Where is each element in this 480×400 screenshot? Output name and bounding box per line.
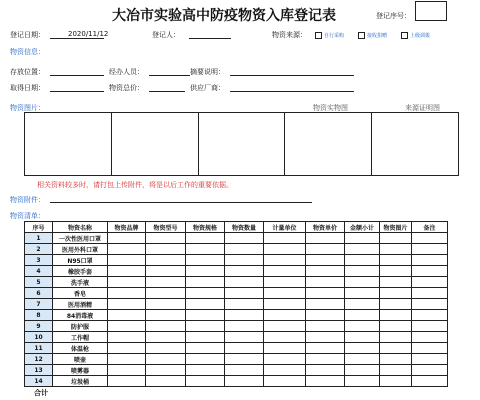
table-cell[interactable] bbox=[306, 343, 345, 354]
table-cell[interactable] bbox=[380, 266, 412, 277]
table-cell[interactable] bbox=[108, 354, 146, 365]
table-cell[interactable] bbox=[146, 277, 186, 288]
item-name: 医用酒精 bbox=[53, 299, 108, 310]
acquire-date-field[interactable] bbox=[50, 91, 104, 92]
table-cell[interactable] bbox=[345, 255, 380, 266]
table-row bbox=[25, 376, 448, 387]
table-cell[interactable] bbox=[108, 376, 146, 387]
table-cell[interactable] bbox=[380, 365, 412, 376]
column-header: 物资单价 bbox=[306, 222, 345, 233]
serial-number-box[interactable] bbox=[415, 1, 447, 21]
table-row bbox=[25, 343, 448, 354]
page-title: 大冶市实验高中防疫物资入库登记表 bbox=[112, 8, 336, 24]
table-cell[interactable] bbox=[146, 376, 186, 387]
table-row bbox=[25, 266, 448, 277]
table-cell[interactable] bbox=[412, 365, 448, 376]
column-header: 金额小计 bbox=[345, 222, 380, 233]
table-row bbox=[25, 354, 448, 365]
row-number: 14 bbox=[25, 376, 53, 387]
table-row bbox=[25, 365, 448, 376]
table-cell[interactable] bbox=[264, 343, 306, 354]
table-cell[interactable] bbox=[412, 277, 448, 288]
checkbox-icon bbox=[315, 32, 322, 39]
attachment-field[interactable] bbox=[50, 202, 312, 203]
table-cell[interactable] bbox=[306, 376, 345, 387]
table-cell[interactable] bbox=[264, 332, 306, 343]
table-cell[interactable] bbox=[225, 310, 264, 321]
row-number: 1 bbox=[25, 233, 53, 244]
row-number: 3 bbox=[25, 255, 53, 266]
table-cell[interactable] bbox=[380, 321, 412, 332]
table-cell[interactable] bbox=[108, 310, 146, 321]
table-cell[interactable] bbox=[146, 288, 186, 299]
table-cell[interactable] bbox=[146, 266, 186, 277]
row-number: 5 bbox=[25, 277, 53, 288]
table-cell[interactable] bbox=[108, 233, 146, 244]
source-option-allocation[interactable] bbox=[401, 32, 430, 39]
table-cell[interactable] bbox=[186, 332, 225, 343]
table-cell[interactable] bbox=[225, 376, 264, 387]
table-cell[interactable] bbox=[186, 266, 225, 277]
supplier-field[interactable] bbox=[230, 91, 354, 92]
registrant-field[interactable] bbox=[189, 38, 231, 39]
table-cell[interactable] bbox=[412, 354, 448, 365]
table-cell[interactable] bbox=[225, 288, 264, 299]
photo-slot[interactable] bbox=[25, 113, 112, 175]
item-name: 垃圾桶 bbox=[53, 376, 108, 387]
total-price-field[interactable] bbox=[149, 91, 185, 92]
table-cell[interactable] bbox=[306, 255, 345, 266]
summary-field[interactable] bbox=[230, 75, 354, 76]
table-cell[interactable] bbox=[345, 354, 380, 365]
table-cell[interactable] bbox=[380, 310, 412, 321]
item-name: 喷壶 bbox=[53, 354, 108, 365]
column-header: 物资型号 bbox=[146, 222, 186, 233]
table-cell[interactable] bbox=[264, 354, 306, 365]
column-header: 物资数量 bbox=[225, 222, 264, 233]
table-cell[interactable] bbox=[380, 233, 412, 244]
table-cell[interactable] bbox=[108, 288, 146, 299]
table-cell[interactable] bbox=[380, 332, 412, 343]
table-cell[interactable] bbox=[225, 244, 264, 255]
source-option-label: 上级调拨 bbox=[410, 33, 431, 39]
table-cell[interactable] bbox=[380, 244, 412, 255]
table-cell[interactable] bbox=[146, 244, 186, 255]
table-cell[interactable] bbox=[264, 288, 306, 299]
source-option-label: 自行采购 bbox=[324, 33, 345, 39]
source-option-donation[interactable] bbox=[358, 32, 387, 39]
table-cell[interactable] bbox=[306, 321, 345, 332]
table-cell[interactable] bbox=[146, 354, 186, 365]
table-cell[interactable] bbox=[345, 376, 380, 387]
item-name: 一次性医用口罩 bbox=[53, 233, 108, 244]
table-cell[interactable] bbox=[186, 343, 225, 354]
table-cell[interactable] bbox=[186, 299, 225, 310]
table-cell[interactable] bbox=[412, 233, 448, 244]
checkbox-icon bbox=[358, 32, 365, 39]
table-cell[interactable] bbox=[264, 233, 306, 244]
location-label: 存放位置： bbox=[10, 68, 45, 76]
table-cell[interactable] bbox=[108, 332, 146, 343]
table-cell[interactable] bbox=[225, 332, 264, 343]
table-row bbox=[25, 332, 448, 343]
table-cell[interactable] bbox=[225, 277, 264, 288]
table-cell[interactable] bbox=[412, 376, 448, 387]
table-cell[interactable] bbox=[186, 365, 225, 376]
table-cell[interactable] bbox=[146, 255, 186, 266]
table-cell[interactable] bbox=[108, 365, 146, 376]
table-row bbox=[25, 233, 448, 244]
row-number: 2 bbox=[25, 244, 53, 255]
table-cell[interactable] bbox=[108, 299, 146, 310]
column-header: 序号 bbox=[25, 222, 53, 233]
table-cell[interactable] bbox=[186, 244, 225, 255]
table-cell[interactable] bbox=[380, 354, 412, 365]
table-header-row bbox=[25, 222, 448, 233]
table-cell[interactable] bbox=[412, 288, 448, 299]
table-cell[interactable] bbox=[264, 277, 306, 288]
table-cell[interactable] bbox=[186, 288, 225, 299]
table-cell[interactable] bbox=[412, 321, 448, 332]
table-row bbox=[25, 255, 448, 266]
table-body bbox=[25, 233, 448, 387]
table-cell[interactable] bbox=[264, 255, 306, 266]
table-cell[interactable] bbox=[345, 321, 380, 332]
item-name: 体温枪 bbox=[53, 343, 108, 354]
table-cell[interactable] bbox=[380, 343, 412, 354]
table-cell[interactable] bbox=[412, 266, 448, 277]
section-photos-title: 物资图片： bbox=[10, 104, 45, 112]
table-cell[interactable] bbox=[380, 376, 412, 387]
table-cell[interactable] bbox=[380, 277, 412, 288]
date-value: 2020/11/12 bbox=[68, 30, 109, 38]
table-cell[interactable] bbox=[345, 277, 380, 288]
table-cell[interactable] bbox=[146, 299, 186, 310]
table-cell[interactable] bbox=[306, 332, 345, 343]
table-cell[interactable] bbox=[264, 321, 306, 332]
table-cell[interactable] bbox=[412, 255, 448, 266]
table-cell[interactable] bbox=[412, 299, 448, 310]
table-cell[interactable] bbox=[345, 288, 380, 299]
table-cell[interactable] bbox=[186, 376, 225, 387]
table-cell[interactable] bbox=[108, 321, 146, 332]
table-cell[interactable] bbox=[225, 321, 264, 332]
total-price-label: 物资总价： bbox=[109, 84, 144, 92]
table-cell[interactable] bbox=[306, 310, 345, 321]
table-cell[interactable] bbox=[345, 244, 380, 255]
table-cell[interactable] bbox=[264, 365, 306, 376]
row-number: 11 bbox=[25, 343, 53, 354]
table-cell[interactable] bbox=[146, 321, 186, 332]
table-cell[interactable] bbox=[108, 255, 146, 266]
location-field[interactable] bbox=[50, 75, 104, 76]
column-header: 物资名称 bbox=[53, 222, 108, 233]
table-cell[interactable] bbox=[306, 277, 345, 288]
checkbox-icon bbox=[401, 32, 408, 39]
section-info-title: 物资信息： bbox=[10, 48, 45, 56]
item-name: 橡胶手套 bbox=[53, 266, 108, 277]
table-cell[interactable] bbox=[306, 299, 345, 310]
photo-slot[interactable] bbox=[112, 113, 199, 175]
table-cell[interactable] bbox=[306, 244, 345, 255]
table-cell[interactable] bbox=[225, 255, 264, 266]
table-row bbox=[25, 277, 448, 288]
table-row bbox=[25, 288, 448, 299]
row-number: 12 bbox=[25, 354, 53, 365]
table-cell[interactable] bbox=[264, 266, 306, 277]
source-option-purchase[interactable] bbox=[315, 32, 344, 39]
table-cell[interactable] bbox=[146, 233, 186, 244]
table-cell[interactable] bbox=[264, 310, 306, 321]
handler-label: 经办人员： bbox=[109, 68, 144, 76]
table-cell[interactable] bbox=[345, 299, 380, 310]
photo-slot[interactable] bbox=[372, 113, 458, 175]
table-cell[interactable] bbox=[186, 310, 225, 321]
table-cell[interactable] bbox=[225, 233, 264, 244]
table-cell[interactable] bbox=[225, 365, 264, 376]
table-cell[interactable] bbox=[412, 332, 448, 343]
row-number: 4 bbox=[25, 266, 53, 277]
table-cell[interactable] bbox=[108, 266, 146, 277]
section-attachment-title: 物资附件： bbox=[10, 196, 45, 204]
table-cell[interactable] bbox=[380, 299, 412, 310]
table-cell[interactable] bbox=[412, 244, 448, 255]
photo-caption-proof: 来源证明图 bbox=[405, 104, 440, 112]
item-name: 工作帽 bbox=[53, 332, 108, 343]
table-row bbox=[25, 310, 448, 321]
photo-caption-real: 物资实物图 bbox=[313, 104, 348, 112]
table-cell[interactable] bbox=[380, 255, 412, 266]
column-header: 物资规格 bbox=[186, 222, 225, 233]
source-label: 物资来源： bbox=[272, 31, 307, 39]
item-name: N95口罩 bbox=[53, 255, 108, 266]
table-row bbox=[25, 299, 448, 310]
item-name: 洗手液 bbox=[53, 277, 108, 288]
table-cell[interactable] bbox=[146, 310, 186, 321]
handler-field[interactable] bbox=[149, 75, 190, 76]
total-label: 合计 bbox=[34, 389, 48, 397]
date-field[interactable] bbox=[50, 38, 104, 39]
table-cell[interactable] bbox=[306, 233, 345, 244]
table-cell[interactable] bbox=[108, 277, 146, 288]
table-cell[interactable] bbox=[345, 233, 380, 244]
table-cell[interactable] bbox=[345, 343, 380, 354]
table-cell[interactable] bbox=[306, 266, 345, 277]
table-cell[interactable] bbox=[306, 354, 345, 365]
table-cell[interactable] bbox=[225, 266, 264, 277]
item-name: 喷雾器 bbox=[53, 365, 108, 376]
table-cell[interactable] bbox=[412, 310, 448, 321]
table-cell[interactable] bbox=[412, 343, 448, 354]
photo-slot[interactable] bbox=[199, 113, 286, 175]
item-name: 防护服 bbox=[53, 321, 108, 332]
table-cell[interactable] bbox=[345, 365, 380, 376]
photo-upload-area bbox=[24, 112, 459, 176]
inventory-table bbox=[24, 221, 448, 387]
item-name: 医用外科口罩 bbox=[53, 244, 108, 255]
table-cell[interactable] bbox=[345, 310, 380, 321]
table-cell[interactable] bbox=[264, 299, 306, 310]
table-cell[interactable] bbox=[146, 343, 186, 354]
table-cell[interactable] bbox=[186, 233, 225, 244]
table-cell[interactable] bbox=[108, 343, 146, 354]
row-number: 7 bbox=[25, 299, 53, 310]
table-cell[interactable] bbox=[186, 277, 225, 288]
item-name: 香皂 bbox=[53, 288, 108, 299]
registrant-label: 登记人： bbox=[152, 31, 180, 39]
table-cell[interactable] bbox=[146, 365, 186, 376]
section-list-title: 物资清单： bbox=[10, 212, 45, 220]
table-cell[interactable] bbox=[345, 266, 380, 277]
table-cell[interactable] bbox=[225, 354, 264, 365]
summary-label: 摘要说明： bbox=[190, 68, 225, 76]
row-number: 10 bbox=[25, 332, 53, 343]
column-header: 物资品牌 bbox=[108, 222, 146, 233]
serial-label: 登记序号： bbox=[376, 12, 411, 20]
table-cell[interactable] bbox=[186, 321, 225, 332]
table-cell[interactable] bbox=[306, 288, 345, 299]
table-cell[interactable] bbox=[264, 244, 306, 255]
table-cell[interactable] bbox=[225, 343, 264, 354]
table-cell[interactable] bbox=[186, 255, 225, 266]
column-header: 计量单位 bbox=[264, 222, 306, 233]
supplier-label: 供应厂商： bbox=[190, 84, 225, 92]
row-number: 6 bbox=[25, 288, 53, 299]
source-option-label: 接收捐赠 bbox=[367, 33, 388, 39]
column-header: 备注 bbox=[412, 222, 448, 233]
table-cell[interactable] bbox=[225, 299, 264, 310]
row-number: 9 bbox=[25, 321, 53, 332]
table-cell[interactable] bbox=[345, 332, 380, 343]
table-cell[interactable] bbox=[306, 365, 345, 376]
upload-note: 相关资料较多时，请打包上传附件，将是以后工作的重要依据。 bbox=[37, 181, 233, 189]
table-cell[interactable] bbox=[264, 376, 306, 387]
table-cell[interactable] bbox=[108, 244, 146, 255]
table-cell[interactable] bbox=[380, 288, 412, 299]
table-row bbox=[25, 244, 448, 255]
table-row bbox=[25, 321, 448, 332]
column-header: 物资图片 bbox=[380, 222, 412, 233]
table-cell[interactable] bbox=[146, 332, 186, 343]
item-name: 84消毒液 bbox=[53, 310, 108, 321]
acquire-date-label: 取得日期： bbox=[10, 84, 45, 92]
date-label: 登记日期： bbox=[10, 31, 45, 39]
table-cell[interactable] bbox=[186, 354, 225, 365]
row-number: 8 bbox=[25, 310, 53, 321]
photo-slot[interactable] bbox=[285, 113, 372, 175]
row-number: 13 bbox=[25, 365, 53, 376]
